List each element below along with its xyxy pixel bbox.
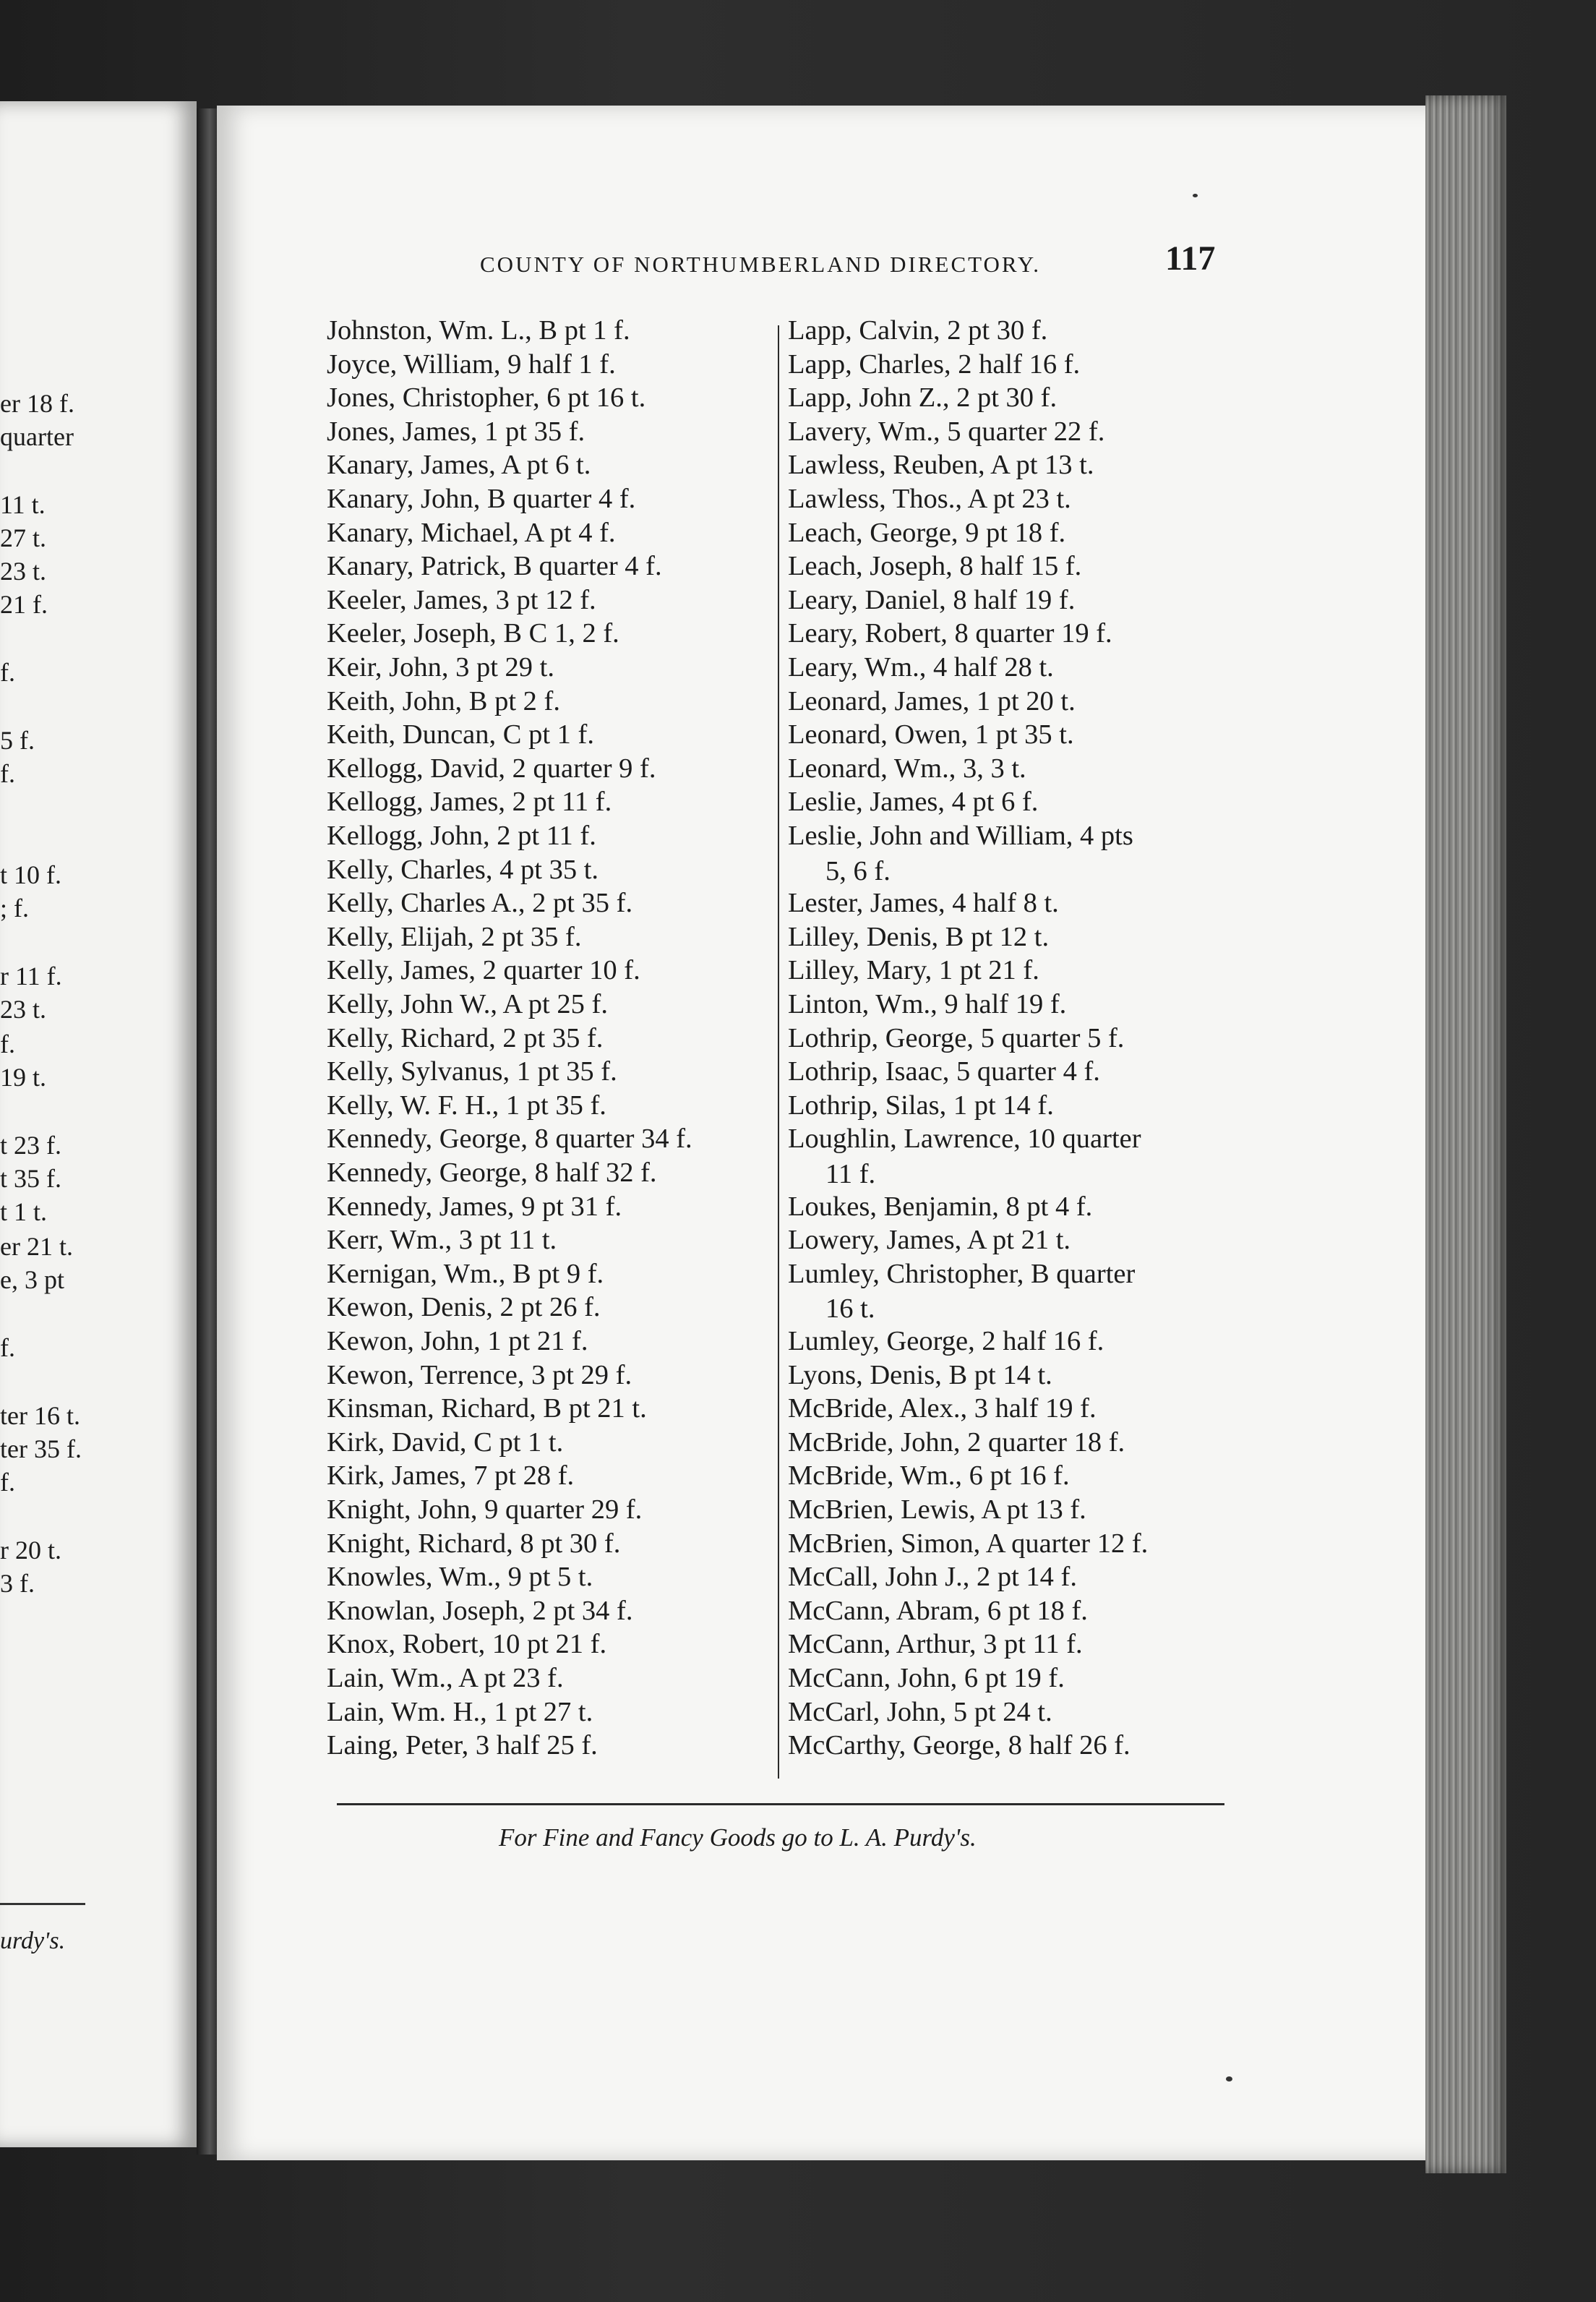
- directory-entry: [788, 822, 1133, 885]
- directory-entry: Laing, Peter, 3 half 25 f.: [327, 1730, 598, 1761]
- directory-entry: [788, 1327, 1104, 1356]
- column-divider: [778, 325, 779, 1779]
- directory-entry: Kelly, W. F. H., 1 pt 35 f.: [327, 1090, 606, 1121]
- directory-entry: [788, 620, 1112, 648]
- entry-text: McBrien, Simon, A quarter 12 f.: [788, 1528, 1149, 1559]
- advertisement-footer: For Fine and Fancy Goods go to L. A. Purdy's.: [499, 1823, 977, 1852]
- previous-page-fragment: f.: [0, 658, 15, 687]
- entry-text: Leslie, James, 4 pt 6 f.: [788, 787, 1039, 818]
- directory-entry: Kellogg, James, 2 pt 11 f.: [327, 787, 612, 818]
- previous-page-fragment: f.: [0, 1333, 15, 1362]
- directory-entry: Jones, James, 1 pt 35 f.: [327, 416, 585, 447]
- entry-text: McCarthy, George, 8 half 26 f.: [788, 1730, 1130, 1761]
- previous-page-fragment: quarter: [0, 422, 74, 451]
- directory-entry: Kelly, Charles, 4 pt 35 t.: [327, 854, 599, 885]
- directory-entry: [788, 788, 1038, 816]
- entry-text: Leonard, James, 1 pt 20 t.: [788, 685, 1076, 716]
- directory-entry: Keeler, James, 3 pt 12 f.: [327, 584, 596, 615]
- entry-text: McBride, Wm., 6 pt 16 f.: [788, 1460, 1070, 1492]
- entry-text: Lavery, Wm., 5 quarter 22 f.: [788, 416, 1105, 447]
- entry-text: Leach, George, 9 pt 18 f.: [788, 517, 1066, 548]
- directory-entry: [788, 519, 1065, 547]
- previous-page-fragment: 19 t.: [0, 1063, 47, 1092]
- directory-entry: Kelly, Charles A., 2 pt 35 f.: [327, 888, 633, 919]
- directory-entry: Knowlan, Joseph, 2 pt 34 f.: [327, 1595, 633, 1626]
- directory-entry: [788, 1664, 1065, 1693]
- directory-entry: Joyce, William, 9 half 1 f.: [327, 348, 616, 380]
- entry-text: Lumley, Christopher, B quarter: [788, 1258, 1136, 1289]
- previous-page-strip: [0, 101, 197, 2147]
- entry-text: Leary, Wm., 4 half 28 t.: [788, 652, 1054, 683]
- directory-entry: Johnston, Wm. L., B pt 1 f.: [327, 315, 630, 346]
- entry-text: Lapp, John Z., 2 pt 30 f.: [788, 382, 1057, 414]
- directory-entry: [788, 654, 1054, 682]
- entry-continuation: 11 f.: [825, 1158, 876, 1189]
- previous-page-fragment: 27 t.: [0, 523, 47, 552]
- directory-entry: Kanary, James, A pt 6 t.: [327, 450, 591, 481]
- directory-entry: Kernigan, Wm., B pt 9 f.: [327, 1258, 604, 1289]
- entry-text: Lawless, Reuben, A pt 13 t.: [788, 450, 1094, 481]
- entry-text: Lawless, Thos., A pt 23 t.: [788, 484, 1071, 514]
- previous-page-rule: [0, 1903, 85, 1905]
- directory-entry: Kelly, Elijah, 2 pt 35 f.: [327, 921, 582, 952]
- previous-page-fragment: f.: [0, 1468, 15, 1497]
- entry-text: McCann, Arthur, 3 pt 11 f.: [788, 1629, 1083, 1660]
- directory-entry: [788, 451, 1094, 479]
- directory-entry: [788, 1092, 1054, 1120]
- previous-page-fragment: r 11 f.: [0, 962, 62, 990]
- previous-page-fragment: er 21 t.: [0, 1232, 73, 1261]
- directory-entry: Kirk, James, 7 pt 28 f.: [327, 1460, 575, 1492]
- directory-entry: [788, 1361, 1052, 1390]
- previous-page-fragment: f.: [0, 1030, 15, 1058]
- directory-entry: Kennedy, George, 8 half 32 f.: [327, 1158, 657, 1188]
- page-edges: [1425, 95, 1506, 2173]
- directory-entry: Kelly, James, 2 quarter 10 f.: [327, 955, 640, 986]
- directory-entry: [788, 1125, 1141, 1188]
- entry-text: Loukes, Benjamin, 8 pt 4 f.: [788, 1191, 1093, 1222]
- directory-entry: [788, 1226, 1071, 1254]
- directory-entry: [788, 755, 1026, 783]
- directory-entry: Kirk, David, C pt 1 t.: [327, 1426, 564, 1458]
- previous-page-fragment: ter 35 f.: [0, 1434, 82, 1463]
- entry-text: Loughlin, Lawrence, 10 quarter: [788, 1124, 1141, 1155]
- directory-entry: [788, 1462, 1070, 1490]
- previous-page-fragment: t 10 f.: [0, 860, 61, 889]
- entry-text: Lyons, Denis, B pt 14 t.: [788, 1359, 1052, 1390]
- directory-entry: [788, 923, 1049, 951]
- directory-entry: [788, 685, 1076, 716]
- directory-entry: Kewon, John, 1 pt 21 f.: [327, 1326, 588, 1356]
- directory-entry: [788, 957, 1039, 985]
- entry-continuation: 16 t.: [825, 1293, 875, 1325]
- entry-text: McBrien, Lewis, A pt 13 f.: [788, 1494, 1086, 1525]
- previous-page-fragment: ; f.: [0, 894, 29, 923]
- directory-entry: [788, 1698, 1052, 1726]
- directory-entry: [788, 1530, 1148, 1558]
- directory-entry: Kelly, Sylvanus, 1 pt 35 f.: [327, 1056, 617, 1087]
- directory-entry: Jones, Christopher, 6 pt 16 t.: [327, 382, 646, 414]
- previous-page-fragment: er 18 f.: [0, 389, 74, 418]
- entry-text: McCarl, John, 5 pt 24 t.: [788, 1696, 1052, 1727]
- directory-entry: [788, 721, 1074, 749]
- directory-entry: Kennedy, George, 8 quarter 34 f.: [327, 1124, 692, 1155]
- entry-text: Lilley, Mary, 1 pt 21 f.: [788, 955, 1039, 986]
- entry-text: McCann, John, 6 pt 19 f.: [788, 1663, 1065, 1693]
- previous-page-fragment: 11 t.: [0, 490, 46, 519]
- entry-text: McBride, Alex., 3 half 19 f.: [788, 1393, 1097, 1424]
- entry-text: McBride, John, 2 quarter 18 f.: [788, 1426, 1125, 1458]
- directory-entry: [788, 1630, 1083, 1659]
- directory-entry: [788, 348, 1081, 380]
- directory-entry: Kewon, Terrence, 3 pt 29 f.: [327, 1359, 632, 1390]
- entry-text: Lothrip, Isaac, 5 quarter 4 f.: [788, 1056, 1100, 1087]
- directory-entry: [788, 317, 1047, 345]
- entry-text: Lapp, Calvin, 2 pt 30 f.: [788, 315, 1048, 346]
- directory-entry: Kennedy, James, 9 pt 31 f.: [327, 1191, 622, 1222]
- directory-entry: Kerr, Wm., 3 pt 11 t.: [327, 1225, 557, 1256]
- paper-speck: [1226, 2076, 1232, 2081]
- directory-entry: Knight, Richard, 8 pt 30 f.: [327, 1528, 621, 1559]
- running-header: COUNTY OF NORTHUMBERLAND DIRECTORY.: [480, 252, 1042, 277]
- directory-entry: Keith, Duncan, C pt 1 f.: [327, 719, 594, 750]
- previous-page-fragment: 3 f.: [0, 1569, 35, 1598]
- previous-page-fragment: 23 t.: [0, 557, 47, 586]
- entry-text: Lester, James, 4 half 8 t.: [788, 888, 1059, 919]
- entry-text: Lilley, Denis, B pt 12 t.: [788, 921, 1050, 952]
- entry-text: Leary, Daniel, 8 half 19 f.: [788, 584, 1076, 615]
- entry-text: Linton, Wm., 9 half 19 f.: [788, 989, 1067, 1019]
- paper-speck: [1193, 194, 1198, 197]
- directory-entry: Kewon, Denis, 2 pt 26 f.: [327, 1292, 601, 1323]
- previous-page-fragment: t 35 f.: [0, 1164, 61, 1193]
- directory-entry: Kellogg, David, 2 quarter 9 f.: [327, 753, 656, 784]
- previous-page-fragment: ter 16 t.: [0, 1401, 80, 1430]
- previous-page-fragment: 21 f.: [0, 590, 48, 619]
- entry-continuation: 5, 6 f.: [825, 855, 891, 886]
- directory-entry: [788, 1496, 1086, 1524]
- directory-entry: Knox, Robert, 10 pt 21 f.: [327, 1629, 607, 1660]
- directory-entry: [788, 552, 1081, 581]
- directory-entry: [788, 1193, 1092, 1221]
- entry-text: Lothrip, George, 5 quarter 5 f.: [788, 1022, 1125, 1053]
- directory-entry: [788, 1260, 1135, 1323]
- previous-page-footer: urdy's.: [0, 1927, 66, 1954]
- directory-entry: Keeler, Joseph, B C 1, 2 f.: [327, 618, 619, 649]
- previous-page-fragment: r 20 t.: [0, 1536, 61, 1565]
- directory-entry: [788, 1024, 1124, 1053]
- previous-page-fragment: e, 3 pt: [0, 1265, 64, 1294]
- directory-entry: [788, 1426, 1125, 1458]
- previous-page-fragment: t 23 f.: [0, 1131, 61, 1160]
- directory-entry: [788, 418, 1104, 446]
- previous-page-fragment: f.: [0, 759, 15, 788]
- entry-text: Leonard, Wm., 3, 3 t.: [788, 753, 1026, 784]
- directory-entry: Kinsman, Richard, B pt 21 t.: [327, 1393, 647, 1424]
- entry-text: Lothrip, Silas, 1 pt 14 f.: [788, 1090, 1054, 1121]
- directory-entry: Kelly, Richard, 2 pt 35 f.: [327, 1022, 604, 1053]
- directory-entry: [788, 586, 1075, 615]
- directory-entry: Lain, Wm. H., 1 pt 27 t.: [327, 1696, 593, 1727]
- directory-entry: Kanary, John, B quarter 4 f.: [327, 484, 636, 514]
- directory-entry: [788, 1597, 1088, 1625]
- page-number: 117: [1165, 239, 1216, 278]
- directory-entry: Lain, Wm., A pt 23 f.: [327, 1663, 564, 1693]
- directory-entry: Kelly, John W., A pt 25 f.: [327, 989, 608, 1019]
- footer-rule: [337, 1803, 1224, 1805]
- directory-entry: [788, 485, 1071, 513]
- previous-page-fragment: t 1 t.: [0, 1197, 48, 1226]
- directory-entry: [788, 1058, 1100, 1086]
- directory-entry: Keith, John, B pt 2 f.: [327, 685, 560, 716]
- directory-entry: [788, 1732, 1130, 1760]
- previous-page-fragment: 5 f.: [0, 726, 35, 755]
- previous-page-fragment: 23 t.: [0, 995, 47, 1024]
- directory-entry: Knight, John, 9 quarter 29 f.: [327, 1494, 643, 1525]
- directory-entry: [788, 1395, 1097, 1423]
- directory-entry: Kanary, Michael, A pt 4 f.: [327, 517, 616, 548]
- directory-entry: Kellogg, John, 2 pt 11 f.: [327, 821, 596, 851]
- directory-entry: Keir, John, 3 pt 29 t.: [327, 652, 554, 683]
- entry-text: Leslie, John and William, 4 pts: [788, 821, 1133, 851]
- entry-text: Lowery, James, A pt 21 t.: [788, 1225, 1071, 1256]
- entry-text: Lapp, Charles, 2 half 16 f.: [788, 348, 1081, 380]
- directory-entry: [788, 889, 1059, 917]
- directory-entry: Kanary, Patrick, B quarter 4 f.: [327, 551, 662, 582]
- entry-text: McCann, Abram, 6 pt 18 f.: [788, 1595, 1088, 1626]
- entry-text: Lumley, George, 2 half 16 f.: [788, 1326, 1104, 1356]
- directory-entry: [788, 990, 1066, 1019]
- entry-text: Leach, Joseph, 8 half 15 f.: [788, 551, 1082, 582]
- directory-entry: [788, 384, 1057, 412]
- book-gutter: [197, 108, 218, 2155]
- directory-entry: Knowles, Wm., 9 pt 5 t.: [327, 1562, 593, 1593]
- directory-entry: [788, 1563, 1077, 1591]
- entry-text: McCall, John J., 2 pt 14 f.: [788, 1562, 1077, 1593]
- entry-text: Leary, Robert, 8 quarter 19 f.: [788, 618, 1112, 649]
- entry-text: Leonard, Owen, 1 pt 35 t.: [788, 719, 1074, 750]
